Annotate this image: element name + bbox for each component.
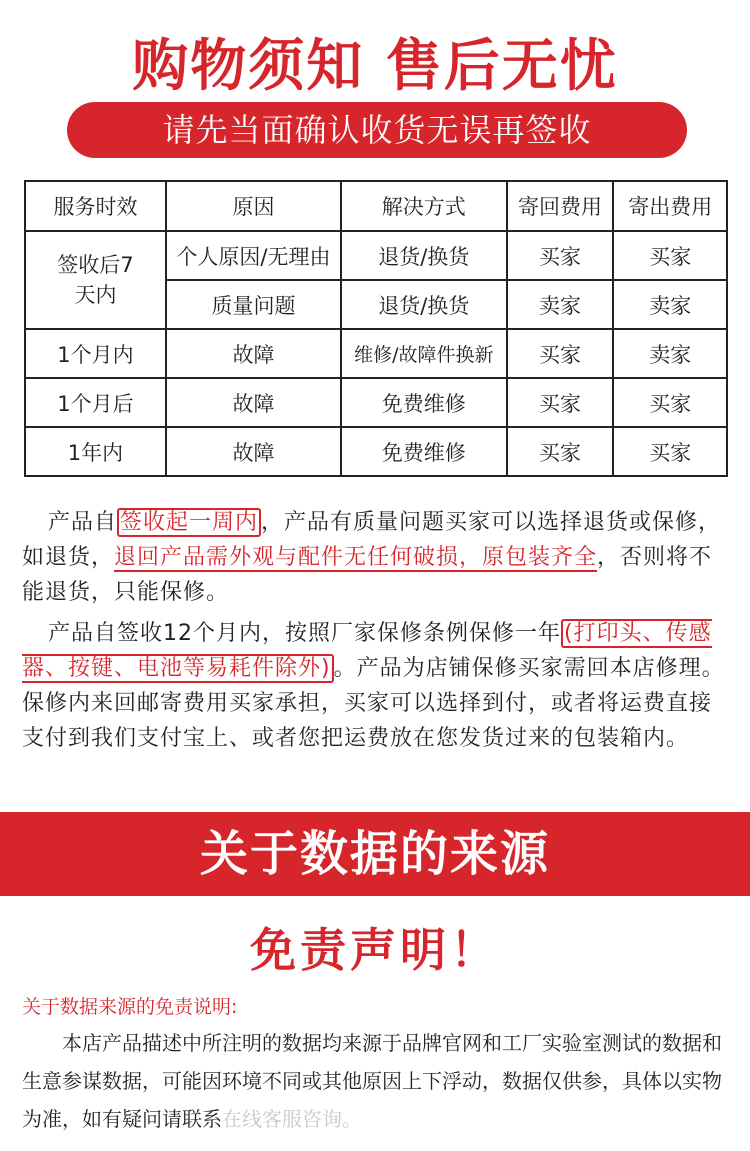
table-cell: 买家	[613, 231, 727, 280]
table-row	[25, 231, 727, 280]
table-cell: 1年内	[25, 427, 166, 476]
table-header-cell: 寄出费用	[613, 181, 727, 231]
table-cell: 质量问题	[166, 280, 341, 329]
table-cell: 1个月后	[25, 378, 166, 427]
period-text: 签收后7天内	[57, 253, 134, 307]
disclaimer-text: 本店产品描述中所注明的数据均来源于品牌官网和工厂实验室测试的数据和生意参谋数据，可能因环境不同或其他原因上下浮动，数据仅供参，具体以实物为准，如有疑问请联系	[22, 1031, 722, 1131]
notice-banner: 请先当面确认收货无误再签收	[67, 102, 687, 158]
table-header-row	[25, 181, 727, 231]
warranty-text: 。产品为店铺保修买家需回本店修理。保修内来回邮寄费用买家承担，买家可以选择到付，或者将运费直接支付到我们支付宝上、或者您把运费放在您发货过来的包装箱内。	[22, 656, 725, 751]
policy-text: ，否则将不能退货，只能保修。	[22, 545, 713, 605]
service-table	[24, 180, 728, 477]
warranty-text: 产品自签收12个月内，按照厂家保修条例保修一年	[48, 621, 561, 646]
table-header-cell: 寄回费用	[507, 181, 614, 231]
data-source-banner: 关于数据的来源	[0, 812, 750, 896]
table-header-cell: 解决方式	[341, 181, 507, 231]
table-cell: 免费维修	[341, 427, 507, 476]
table-row	[25, 329, 727, 378]
table-cell: 买家	[507, 378, 614, 427]
table-cell: 卖家	[507, 280, 614, 329]
table-cell: 卖家	[613, 329, 727, 378]
table-cell: 故障	[166, 329, 341, 378]
table-cell: 买家	[507, 329, 614, 378]
table-cell-period	[25, 231, 166, 329]
highlight-box: 签收起一周内	[117, 508, 261, 537]
table-cell: 1个月内	[25, 329, 166, 378]
disclaimer-body	[22, 1024, 734, 1138]
table-cell: 维修/故障件换新	[341, 329, 507, 378]
table-cell: 买家	[507, 231, 614, 280]
disclaimer-subtitle: 关于数据来源的免责说明:	[22, 996, 238, 1018]
highlight-underline: 退回产品需外观与配件无任何破损，原包装齐全	[114, 545, 598, 570]
table-row	[25, 378, 727, 427]
table-row	[25, 427, 727, 476]
table-header-cell: 原因	[166, 181, 341, 231]
table-cell: 退货/换货	[341, 280, 507, 329]
policy-text: ，产品有质量问题买家可以选择退货或保修，如退货，	[22, 510, 722, 570]
table-cell: 买家	[507, 427, 614, 476]
table-cell: 故障	[166, 378, 341, 427]
table-cell: 买家	[613, 378, 727, 427]
return-policy-paragraph	[22, 505, 730, 610]
table-cell: 卖家	[613, 280, 727, 329]
table-header-cell: 服务时效	[25, 181, 166, 231]
table-cell: 买家	[613, 427, 727, 476]
highlight-box: (打印头、传感器、按键、电池等易耗件除外)	[22, 621, 712, 681]
warranty-paragraph	[22, 616, 730, 756]
table-cell: 免费维修	[341, 378, 507, 427]
watermark-text: 在线客服咨询。	[222, 1107, 362, 1131]
table-cell: 个人原因/无理由	[166, 231, 341, 280]
disclaimer-heading: 免责声明！	[250, 923, 500, 977]
policy-text: 产品自	[48, 510, 118, 535]
page-title: 购物须知 售后无忧	[132, 34, 618, 99]
table-cell: 故障	[166, 427, 341, 476]
table-cell: 退货/换货	[341, 231, 507, 280]
